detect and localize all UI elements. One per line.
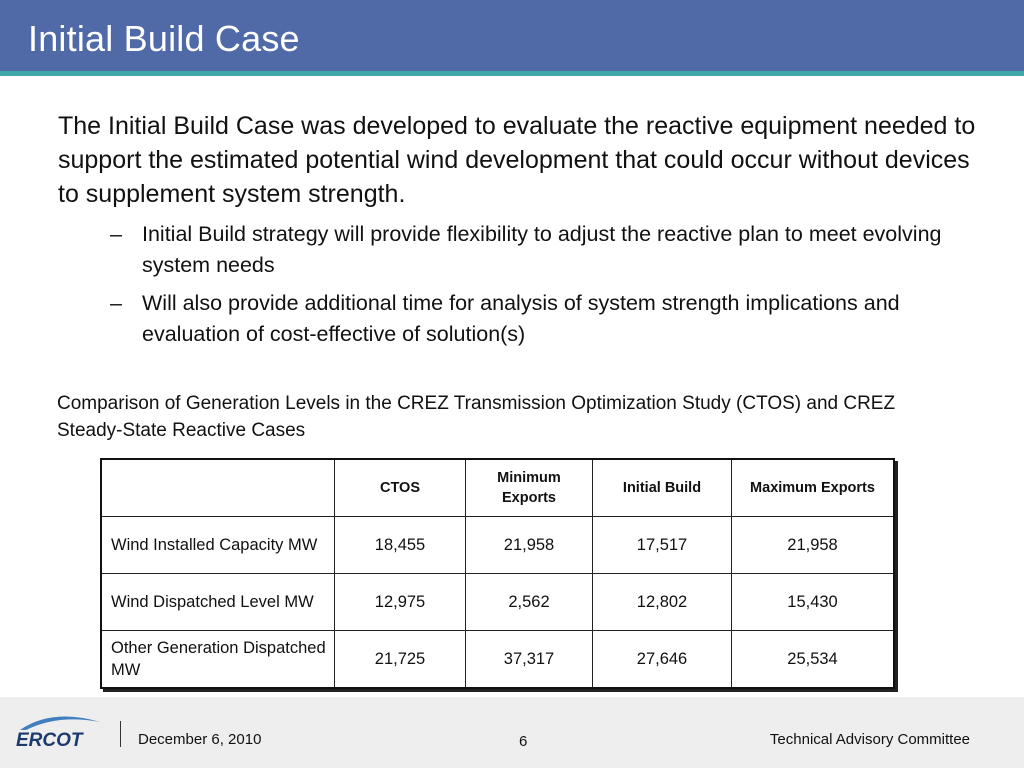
table-cell: 21,958: [466, 517, 593, 574]
footer-divider: [120, 721, 121, 747]
row-label: Wind Dispatched Level MW: [101, 574, 335, 631]
table-header-cell: Minimum Exports: [466, 459, 593, 517]
table-cell: 12,802: [593, 574, 732, 631]
table-cell: 21,725: [335, 631, 466, 689]
table-cell: 15,430: [732, 574, 895, 631]
footer-date: December 6, 2010: [138, 731, 262, 748]
table-cell: 27,646: [593, 631, 732, 689]
table-cell: 18,455: [335, 517, 466, 574]
table-row: [101, 631, 894, 689]
footer-organization: Technical Advisory Committee: [769, 731, 970, 748]
table-cell: 2,562: [466, 574, 593, 631]
ercot-logo: [12, 708, 104, 750]
table-header-row: [101, 459, 894, 517]
table-cell: 21,958: [732, 517, 895, 574]
logo-wordmark: ERCOT: [16, 730, 83, 750]
generation-comparison-table: [100, 458, 895, 689]
bullet-dash: –: [110, 222, 122, 246]
row-label: Wind Installed Capacity MW: [101, 517, 335, 574]
title-accent-line: [0, 71, 1024, 76]
table-cell: 17,517: [593, 517, 732, 574]
bullet-item: [110, 288, 970, 350]
table-header-cell: Maximum Exports: [732, 459, 895, 517]
table-cell: 12,975: [335, 574, 466, 631]
table-caption: Comparison of Generation Levels in the CREZ Transmission Optimization Study (CTOS) and CREZ Steady-State Reactive Cases: [57, 393, 896, 441]
table-cell: 25,534: [732, 631, 895, 689]
bullet-item: [110, 219, 970, 281]
body-paragraph: The Initial Build Case was developed to evaluate the reactive equipment needed to support the estimated potential wind development that could occur without devices to supplement system strength.: [58, 112, 976, 208]
table-header-cell: CTOS: [335, 459, 466, 517]
bullet-dash: –: [110, 291, 122, 315]
table-cell: 37,317: [466, 631, 593, 689]
table-header-cell: Initial Build: [593, 459, 732, 517]
bullet-text: Will also provide additional time for analysis of system strength implications and evaluation of cost-effective of solution(s): [142, 291, 900, 346]
table-row: [101, 574, 894, 631]
table-header-cell: [101, 459, 335, 517]
page-number: 6: [519, 733, 528, 750]
row-label: Other Generation Dispatched MW: [101, 631, 335, 689]
table-row: [101, 517, 894, 574]
logo-swoosh-icon: [20, 717, 100, 730]
bullet-text: Initial Build strategy will provide flexibility to adjust the reactive plan to meet evolving system needs: [142, 222, 942, 277]
slide-title: Initial Build Case: [28, 18, 300, 59]
